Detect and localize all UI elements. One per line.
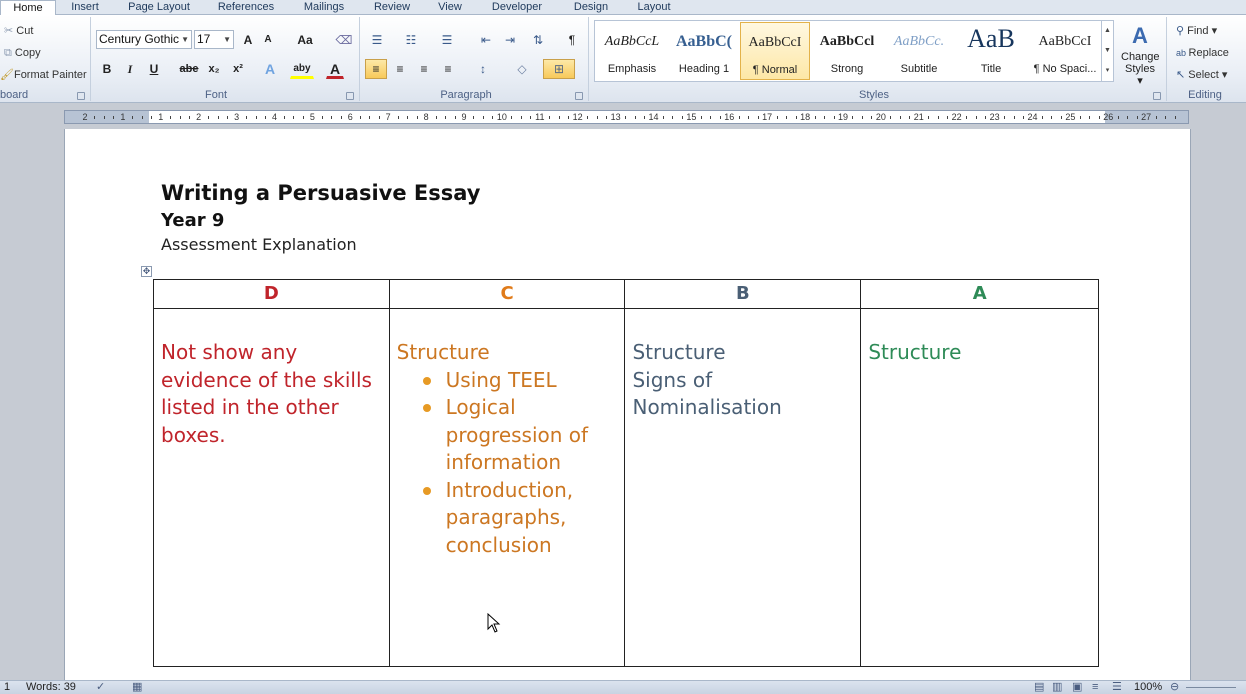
grade-cell-a[interactable] <box>861 309 1099 667</box>
styles-gallery <box>594 20 1114 82</box>
tab-home[interactable]: Home <box>0 0 56 16</box>
ruler-tick <box>170 116 171 119</box>
ruler-number: 20 <box>875 112 886 122</box>
replace-icon: ab <box>1176 48 1189 58</box>
highlight-button[interactable]: aby <box>290 59 314 79</box>
ruler-tick <box>341 116 342 119</box>
ribbon <box>0 15 1246 103</box>
ruler-tick <box>739 116 740 119</box>
italic-button[interactable]: I <box>127 62 133 76</box>
group-separator <box>90 17 91 101</box>
style-title[interactable]: AaB Title <box>967 24 1015 75</box>
clipboard-group-label: board <box>0 89 29 101</box>
cell-b-line: Signs of Nominalisation <box>632 367 782 419</box>
ruler-number: 6 <box>347 112 353 122</box>
font-color-button[interactable]: A <box>326 59 344 79</box>
ruler-number: 1 <box>158 112 164 122</box>
ruler-tick <box>796 116 797 119</box>
align-left-icon[interactable]: ≡ <box>365 59 387 79</box>
line-spacing-icon[interactable]: ↕ <box>480 62 486 76</box>
ruler-tick <box>606 116 607 119</box>
ruler-tick <box>777 116 778 119</box>
ruler-tick <box>672 116 673 119</box>
ruler-tick <box>1175 116 1176 119</box>
page-indicator[interactable]: 1 <box>4 681 11 693</box>
ruler-tick <box>568 116 569 119</box>
ruler-tick <box>1137 116 1138 119</box>
ruler-tick <box>815 116 816 119</box>
ruler-tick <box>644 116 645 119</box>
font-size-combo[interactable]: 17 ▼ <box>194 30 234 49</box>
ruler-tick <box>455 116 456 119</box>
list-item: Using TEEL <box>397 367 625 395</box>
ruler-tick <box>1127 116 1128 119</box>
ruler-number: 8 <box>423 112 429 122</box>
ruler-area <box>0 103 1246 129</box>
ruler-tick <box>132 116 133 119</box>
styles-group-label: Styles <box>859 89 889 101</box>
document-title: Writing a Persuasive Essay <box>161 181 481 205</box>
change-styles-button[interactable]: A Change Styles ▾ <box>1121 23 1160 87</box>
ruler-tick <box>94 116 95 119</box>
vertical-scrollbar[interactable] <box>1198 129 1246 680</box>
format-painter-button[interactable]: 🖌Format Painter <box>0 69 87 81</box>
ruler-number: 27 <box>1141 112 1152 122</box>
ruler-number: 19 <box>837 112 849 122</box>
ruler-number: 5 <box>309 112 315 122</box>
table-move-handle-icon[interactable]: ✥ <box>142 266 151 276</box>
paragraph-group-label: Paragraph <box>440 89 492 101</box>
ruler-tick <box>976 116 977 119</box>
ruler-number: 23 <box>989 112 1000 122</box>
ruler-tick <box>322 116 323 119</box>
ruler-tick <box>748 116 749 119</box>
ruler-number: 15 <box>686 112 697 122</box>
table-row <box>154 309 1099 667</box>
shading-icon[interactable]: ◇ <box>517 62 527 76</box>
ruler-tick <box>966 116 967 119</box>
ruler-tick <box>218 116 219 119</box>
ruler-tick <box>1042 116 1043 119</box>
style-emphasis[interactable]: AaBbCcL Emphasis <box>604 34 660 75</box>
ruler-tick <box>511 116 512 119</box>
ruler-number: 16 <box>724 112 735 122</box>
ruler-tick <box>398 116 399 119</box>
grow-font-button[interactable]: A <box>243 33 253 47</box>
grade-header-b: B <box>625 280 861 309</box>
superscript-button[interactable]: x² <box>233 63 243 75</box>
change-styles-icon: A <box>1132 23 1148 48</box>
tab-developer[interactable]: Developer <box>491 1 543 13</box>
numbering-icon[interactable]: ☷ <box>405 33 417 47</box>
table-header-row <box>154 280 1099 309</box>
ruler-tick <box>625 116 626 119</box>
grade-cell-d[interactable] <box>154 309 390 667</box>
grade-cell-b[interactable] <box>625 309 861 667</box>
ruler-tick <box>227 116 228 119</box>
styles-launcher[interactable] <box>1153 92 1161 100</box>
draft-icon[interactable]: ☰ <box>1112 681 1122 693</box>
style-no-spacing[interactable]: AaBbCcI ¶ No Spaci... <box>1033 34 1097 75</box>
cut-button[interactable]: ✂ Cut <box>4 25 34 37</box>
ruler-tick <box>1051 116 1052 119</box>
ruler-tick <box>890 116 891 119</box>
ruler-number: 10 <box>496 112 507 122</box>
gallery-scroll[interactable]: ▲ ▼ ▾ <box>1101 21 1113 81</box>
ruler-tick <box>473 116 474 119</box>
proofing-icon[interactable]: ✓ <box>96 681 106 693</box>
grade-header-a: A <box>861 280 1099 309</box>
ruler-tick <box>947 116 948 119</box>
ruler-tick <box>862 116 863 119</box>
ruler-number: 4 <box>271 112 278 122</box>
tab-insert[interactable]: Insert <box>71 1 99 13</box>
zoom-slider[interactable] <box>1186 687 1236 688</box>
ruler-tick <box>445 116 446 119</box>
document-heading: Assessment Explanation <box>161 235 357 254</box>
ruler-tick <box>1118 116 1119 119</box>
decrease-indent-icon[interactable]: ⇤ <box>480 33 492 47</box>
tab-layout[interactable]: Layout <box>637 1 671 13</box>
ruler-tick <box>682 116 683 119</box>
full-screen-reading-icon[interactable]: ▥ <box>1052 681 1063 693</box>
ruler-tick <box>663 116 664 119</box>
copy-button[interactable]: ⧉ Copy <box>4 47 41 59</box>
horizontal-ruler[interactable] <box>64 110 1189 124</box>
ruler-number: 21 <box>913 112 924 122</box>
ruler-tick <box>928 116 929 119</box>
ruler-tick <box>871 116 872 119</box>
ruler-number: 22 <box>951 112 962 122</box>
ruler-number: 25 <box>1065 112 1076 122</box>
ruler-tick <box>246 116 247 119</box>
ruler-tick <box>900 116 901 119</box>
ruler-tick <box>1004 116 1005 119</box>
mouse-cursor-icon <box>487 613 501 633</box>
editing-group-label: Editing <box>1188 89 1222 101</box>
word-count[interactable]: Words: 39 <box>26 681 76 693</box>
ruler-tick <box>710 116 711 119</box>
zoom-out-icon[interactable]: ⊖ <box>1170 681 1180 693</box>
cell-c-heading: Structure <box>396 340 490 364</box>
ruler-tick <box>1156 116 1157 119</box>
grade-header-d: D <box>154 280 390 309</box>
ruler-left-margin <box>65 111 149 123</box>
ruler-tick <box>824 116 825 119</box>
find-button[interactable]: ⚲ Find ▾ <box>1176 25 1218 37</box>
ruler-tick <box>180 116 181 119</box>
ruler-tick <box>379 116 380 119</box>
ruler-tick <box>293 116 294 119</box>
multilevel-list-icon[interactable]: ☰ <box>441 33 453 47</box>
ruler-tick <box>852 116 853 119</box>
ruler-number: 26 <box>1103 112 1114 122</box>
tab-review[interactable]: Review <box>373 1 411 13</box>
group-separator <box>359 17 360 101</box>
ruler-number: 14 <box>648 112 659 122</box>
change-case-button[interactable]: Aa <box>297 33 313 47</box>
ruler-tick <box>786 116 787 119</box>
grade-table <box>153 279 1099 667</box>
ruler-tick <box>265 116 266 119</box>
ruler-tick <box>909 116 910 119</box>
justify-icon[interactable]: ≡ <box>444 62 452 76</box>
underline-button[interactable]: U <box>149 62 159 76</box>
ruler-tick <box>303 116 304 119</box>
tab-view[interactable]: View <box>438 1 462 13</box>
ruler-tick <box>1165 116 1166 119</box>
status-bar <box>0 680 1246 694</box>
ruler-tick <box>113 116 114 119</box>
ruler-number: 2 <box>82 112 88 122</box>
sort-icon[interactable]: ⇅ <box>532 33 544 47</box>
ruler-tick <box>834 116 835 119</box>
style-heading-1[interactable]: AaBbC( Heading 1 <box>675 33 732 75</box>
ruler-tick <box>407 116 408 119</box>
ruler-tick <box>521 116 522 119</box>
select-icon: ↖ <box>1176 69 1189 81</box>
ruler-number: 13 <box>610 112 621 122</box>
cell-b-line: Structure <box>632 340 726 364</box>
outline-icon[interactable]: ≡ <box>1092 681 1099 693</box>
ruler-tick <box>938 116 939 119</box>
align-center-icon[interactable]: ≡ <box>396 62 404 76</box>
font-launcher[interactable] <box>346 92 354 100</box>
ruler-tick <box>369 116 370 119</box>
ruler-number: 24 <box>1027 112 1038 122</box>
replace-button[interactable]: ab Replace <box>1176 47 1229 59</box>
style-normal[interactable]: AaBbCcI ¶ Normal <box>740 22 810 80</box>
ruler-tick <box>1099 116 1100 119</box>
ruler-tick <box>1061 116 1062 119</box>
ruler-tick <box>1089 116 1090 119</box>
ruler-number: 9 <box>461 112 467 122</box>
ruler-tick <box>256 116 257 119</box>
bullets-icon[interactable]: ☰ <box>371 33 383 47</box>
bold-button[interactable]: B <box>102 62 112 76</box>
ruler-tick <box>985 116 986 119</box>
grade-header-c: C <box>389 280 625 309</box>
select-button[interactable]: ↖ Select ▾ <box>1176 69 1228 81</box>
clipboard-launcher[interactable] <box>77 92 85 100</box>
ruler-tick <box>549 116 550 119</box>
clear-formatting-icon[interactable]: ⌫ <box>335 33 353 47</box>
tab-design[interactable]: Design <box>573 1 609 13</box>
ruler-tick <box>284 116 285 119</box>
group-separator <box>588 17 589 101</box>
ruler-tick <box>151 116 152 119</box>
ruler-tick <box>530 116 531 119</box>
ruler-tick <box>417 116 418 119</box>
font-group-label: Font <box>204 89 227 101</box>
ruler-tick <box>720 116 721 119</box>
ruler-tick <box>483 116 484 119</box>
ruler-tick <box>142 116 143 119</box>
web-layout-icon[interactable]: ▣ <box>1072 681 1083 693</box>
grade-cell-c[interactable] <box>389 309 625 667</box>
cell-a-text: Structure <box>868 340 962 364</box>
zoom-level[interactable]: 100% <box>1134 681 1163 693</box>
ruler-tick <box>1080 116 1081 119</box>
ruler-tick <box>492 116 493 119</box>
ruler-number: 2 <box>196 112 202 122</box>
ruler-number: 11 <box>535 112 545 122</box>
paragraph-launcher[interactable] <box>575 92 583 100</box>
ruler-number: 17 <box>762 112 773 122</box>
ruler-tick <box>587 116 588 119</box>
text-effects-button[interactable]: A <box>264 61 276 77</box>
style-strong[interactable]: AaBbCcl Strong <box>819 34 875 75</box>
font-family-combo[interactable]: Century Gothic ▼ <box>96 30 192 49</box>
print-layout-icon[interactable]: ▤ <box>1034 681 1045 693</box>
ruler-tick <box>758 116 759 119</box>
cell-c-bullet-list <box>397 367 625 560</box>
ruler-number: 1 <box>120 112 126 122</box>
ruler-tick <box>104 116 105 119</box>
ribbon-tabs <box>0 0 1246 15</box>
group-separator <box>1166 17 1167 101</box>
ruler-tick <box>189 116 190 119</box>
document-page[interactable] <box>65 129 1190 680</box>
ruler-number: 18 <box>800 112 811 122</box>
shrink-font-button[interactable]: A <box>264 34 272 45</box>
ruler-tick <box>1014 116 1015 119</box>
increase-indent-icon[interactable]: ⇥ <box>504 33 516 47</box>
ruler-tick <box>208 116 209 119</box>
style-subtitle[interactable]: AaBbCc. Subtitle <box>893 34 945 75</box>
tab-references[interactable]: References <box>217 1 275 13</box>
ruler-tick <box>436 116 437 119</box>
subscript-button[interactable]: x₂ <box>208 63 220 75</box>
ruler-number: 3 <box>234 112 240 122</box>
align-right-icon[interactable]: ≡ <box>420 62 428 76</box>
ruler-tick <box>331 116 332 119</box>
ruler-tick <box>635 116 636 119</box>
tab-page-layout[interactable]: Page Layout <box>128 1 190 13</box>
ruler-number: 7 <box>385 112 391 122</box>
cell-d-text: Not show any evidence of the skills listed in the other boxes. <box>161 340 372 447</box>
ruler-number: 12 <box>572 112 583 122</box>
ruler-tick <box>597 116 598 119</box>
ruler-tick <box>701 116 702 119</box>
macro-icon[interactable]: ▦ <box>132 681 143 693</box>
find-icon: ⚲ <box>1176 25 1188 37</box>
document-subtitle: Year 9 <box>161 210 225 231</box>
ruler-tick <box>360 116 361 119</box>
list-item: Logical progression of information <box>397 394 625 477</box>
list-item: Introduction, paragraphs, conclusion <box>397 477 625 560</box>
ruler-tick <box>1023 116 1024 119</box>
ruler-tick <box>559 116 560 119</box>
tab-mailings[interactable]: Mailings <box>303 1 345 13</box>
document-area <box>0 129 1246 680</box>
show-marks-button[interactable]: ¶ <box>568 33 576 47</box>
borders-icon[interactable]: ⊞ <box>543 59 575 79</box>
strikethrough-button[interactable]: abe <box>179 63 199 75</box>
